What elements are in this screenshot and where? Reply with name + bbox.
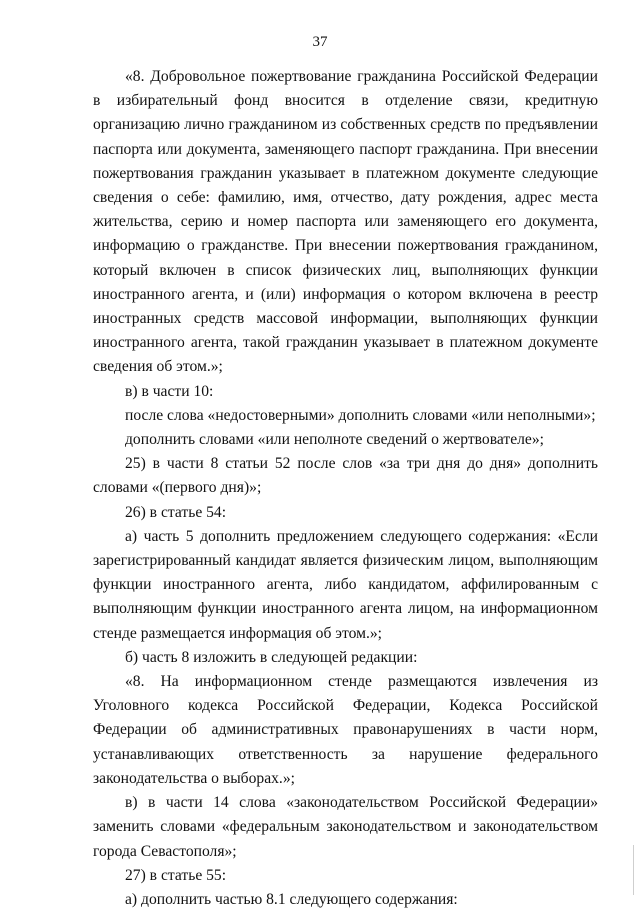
paragraph-part-10: в) в части 10: <box>125 382 214 400</box>
paragraph-item-25: 25) в части 8 статьи 52 после слов «за три дня до дня» дополнить словами «(первого дня)»; <box>93 455 598 497</box>
paragraph-part-8-heading: б) часть 8 изложить в следующей редакции: <box>125 648 418 666</box>
document-body <box>93 65 598 912</box>
paragraph-part-8-text: «8. На информационном стенде размещаются извлечения из Уголовного кодекса Российской Федерации, Кодекса Российской Федерации об административных правонарушениях в части норм, устанавливающих ответственность за нарушение федерального законодательства о выборах.»; <box>93 673 598 787</box>
paragraph-after-word: после слова «недостоверными» дополнить словами «или неполными»; <box>125 406 596 424</box>
scan-edge-mark <box>633 845 634 895</box>
paragraph-add-words: дополнить словами «или неполноте сведений о жертвователе»; <box>125 431 544 449</box>
paragraph-item-27: 27) в статье 55: <box>125 866 227 884</box>
paragraph-part-14: в) в части 14 слова «законодательством Российской Федерации» заменить словами «федеральным законодательством и законодательством города Севастополя»; <box>93 794 598 860</box>
paragraph-part-5-addition: а) часть 5 дополнить предложением следующего содержания: «Если зарегистрированный кандидат является физическим лицом, выполняющим функции иностранного агента, либо кандидатом, аффилированным с выполняющим функции иностранного агента лицом, на информационном стенде размещается информация об этом.»; <box>93 527 598 642</box>
paragraph-part-8-1: а) дополнить частью 8.1 следующего содержания: <box>125 890 458 908</box>
page-number: 37 <box>312 34 328 50</box>
paragraph-donation-rules: «8. Добровольное пожертвование гражданина Российской Федерации в избирательный фонд вносится в отделение связи, кредитную организацию лично гражданином из собственных средств по предъявлении паспорта или документа, заменяющего паспорт гражданина. При внесении пожертвования гражданин указывает в платежном документе следующие сведения о себе: фамилию, имя, отчество, дату рождения, адрес места жительства, серию и номер паспорта или заменяющего его документа, информацию о гражданстве. При внесении пожертвования гражданином, который включен в список физических лиц, выполняющих функции иностранного агента, и (или) информация о котором включена в реестр иностранных средств массовой информации, выполняющих функции иностранного агента, такой гражданин указывает в платежном документе сведения об этом.»; <box>93 68 598 376</box>
paragraph-item-26: 26) в статье 54: <box>125 503 227 521</box>
